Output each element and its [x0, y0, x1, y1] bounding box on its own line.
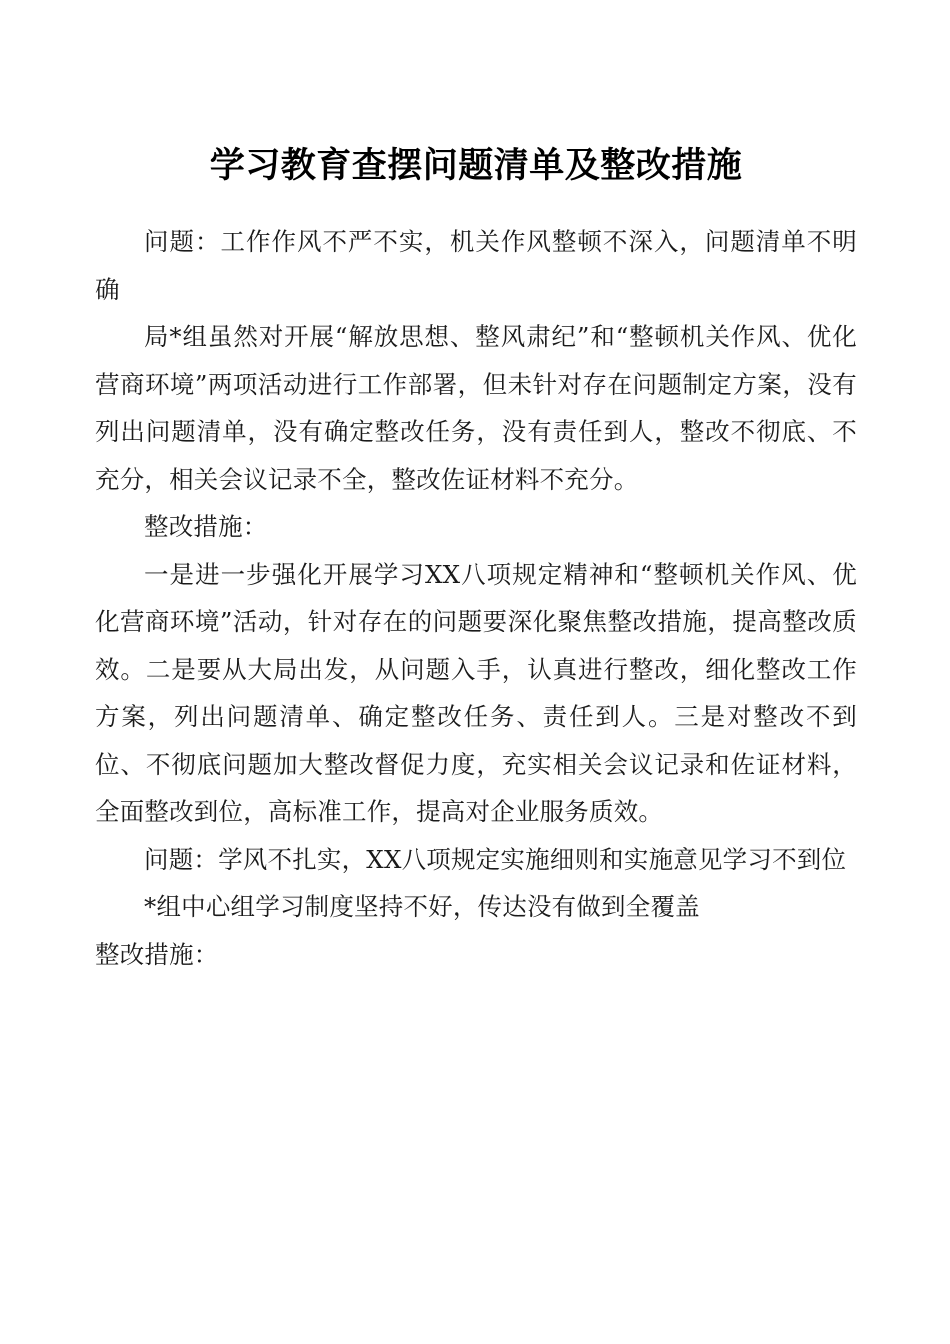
paragraph-problem-1: 问题：工作作风不严不实，机关作风整顿不深入，问题清单不明确: [95, 227, 857, 304]
paragraph-problem-1-detail: 局*组虽然对开展“解放思想、整风肃纪”和“整顿机关作风、优化营商环境”两项活动进行工作部署，但未针对存在问题制定方案，没有列出问题清单，没有确定整改任务，没有责任到人，整改不彻底、不充分，相关会议记录不全，整改佐证材料不充分。: [95, 322, 857, 494]
paragraph-measures-1-body: 一是进一步强化开展学习XX八项规定精神和“整顿机关作风、优化营商环境”活动，针对存在的问题要深化聚焦整改措施，提高整改质效。二是要从大局出发，从问题入手，认真进行整改，细化整改工作方案，列出问题清单、确定整改任务、责任到人。三是对整改不到位、不彻底问题加大整改督促力度，充实相关会议记录和佐证材料，全面整改到位，高标准工作，提高对企业服务质效。: [95, 559, 857, 826]
paragraph-measures-heading-1: 整改措施：: [144, 512, 268, 541]
page-title: 学习教育查摆问题清单及整改措施: [209, 145, 743, 186]
document-body: [95, 0, 857, 978]
paragraph-measures-heading-2: 整改措施：: [95, 939, 219, 969]
paragraph-problem-2-detail: *组中心组学习制度坚持不好，传达没有做到全覆盖: [144, 892, 700, 921]
paragraph-problem-2: 问题：学风不扎实，XX八项规定实施细则和实施意见学习不到位: [144, 844, 847, 874]
